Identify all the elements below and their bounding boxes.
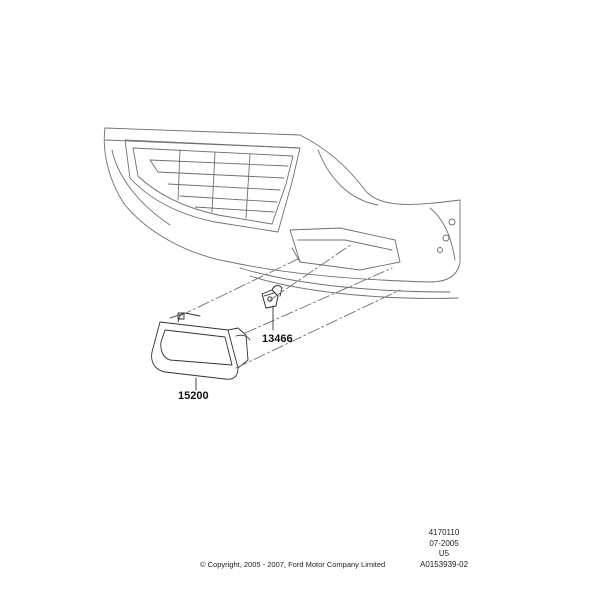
drawing-id: A0153939-02 — [420, 559, 469, 569]
drawing-number: 4170110 — [428, 528, 460, 537]
assembly-phantom-lines — [180, 244, 400, 368]
callout-13466: 13466 — [262, 333, 293, 345]
callout-15200: 15200 — [178, 390, 209, 402]
drawing-date: 07-2005 — [429, 538, 459, 548]
front-bumper-outline — [104, 128, 460, 298]
fog-lamp-bulb — [262, 286, 282, 308]
drawing-reference-block — [420, 528, 468, 570]
fog-lamp-assembly — [152, 313, 250, 379]
drawing-variant: U5 — [438, 549, 450, 558]
copyright-notice: © Copyright, 2005 - 2007, Ford Motor Company Limited — [200, 560, 386, 569]
grille — [125, 140, 300, 232]
